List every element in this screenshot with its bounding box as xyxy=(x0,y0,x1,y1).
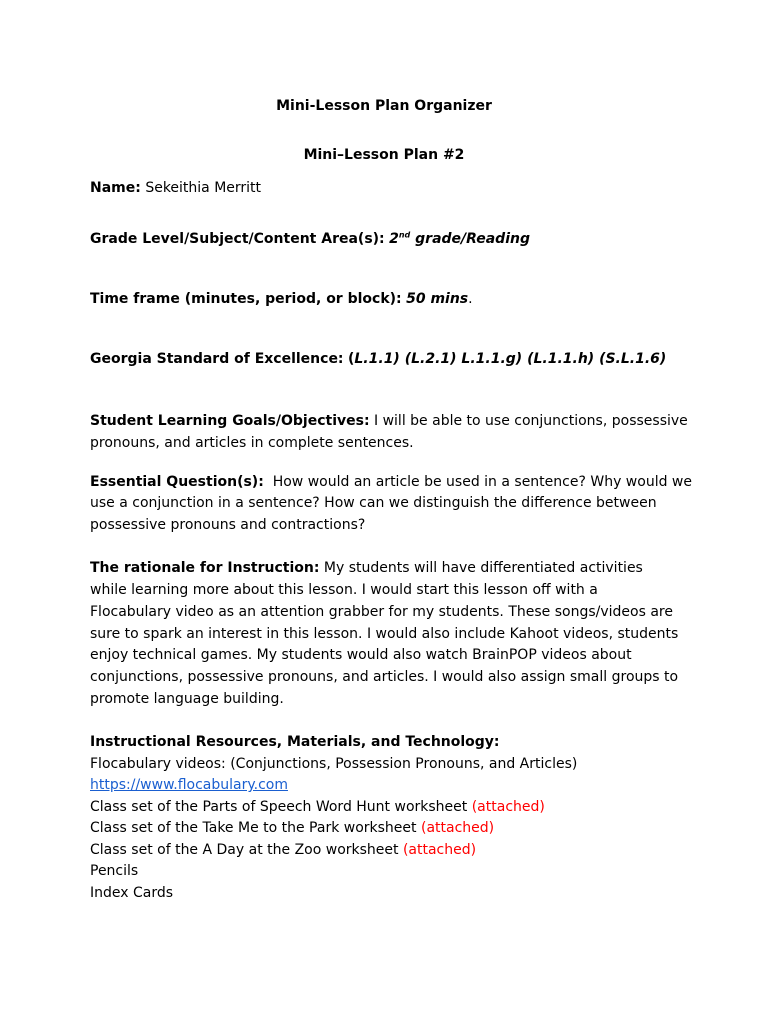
grade-row xyxy=(90,230,530,248)
flocabulary-videos-line: Flocabulary videos: (Conjunctions, Possession Pronouns, and Articles) xyxy=(90,756,578,772)
grade-suffix: nd xyxy=(398,230,411,240)
grade-subject: grade/Reading xyxy=(415,231,530,247)
rationale-line: Flocabulary video as an attention grabber for my students. These songs/videos are xyxy=(90,604,673,620)
grade-number: 2 xyxy=(389,231,399,247)
name-label: Name: xyxy=(90,180,141,196)
resources-label: Instructional Resources, Materials, and Technology: xyxy=(90,734,500,750)
rationale-line: conjunctions, possessive pronouns, and articles. I would also assign small groups to xyxy=(90,669,679,685)
standard-row xyxy=(90,350,666,368)
rationale-line: My students will have differentiated activities xyxy=(323,560,643,576)
worksheet-item: Class set of the Take Me to the Park worksheet xyxy=(90,820,417,836)
goals-text-line: pronouns, and articles in complete sentences. xyxy=(90,435,414,451)
name-value: Sekeithia Merritt xyxy=(145,180,262,196)
grade-value xyxy=(389,231,530,247)
essential-question-line: How would an article be used in a sentence? Why would we xyxy=(272,474,692,490)
rationale-line: enjoy technical games. My students would also watch BrainPOP videos about xyxy=(90,647,632,663)
standard-label: Georgia Standard of Excellence: xyxy=(90,351,344,367)
essential-question-line: possessive pronouns and contractions? xyxy=(90,517,366,533)
worksheet-item: Class set of the Parts of Speech Word Hunt worksheet xyxy=(90,799,468,815)
worksheet-item: Class set of the A Day at the Zoo worksheet xyxy=(90,842,399,858)
time-period: . xyxy=(468,291,473,307)
goals-row xyxy=(90,412,688,430)
worksheet-row xyxy=(90,841,476,859)
standard-value: L.1.1) (L.2.1) L.1.1.g) (L.1.1.h) (S.L.1.6) xyxy=(354,351,667,367)
time-label: Time frame (minutes, period, or block): xyxy=(90,291,402,307)
flocabulary-link[interactable]: https://www.flocabulary.com xyxy=(90,777,288,793)
goals-text-line: I will be able to use conjunctions, possessive xyxy=(374,413,688,429)
grade-label: Grade Level/Subject/Content Area(s): xyxy=(90,231,385,247)
essential-question-label: Essential Question(s): xyxy=(90,474,264,490)
attached-label: (attached) xyxy=(471,799,545,815)
goals-label: Student Learning Goals/Objectives: xyxy=(90,413,370,429)
essential-question-row xyxy=(90,473,692,491)
rationale-line: promote language building. xyxy=(90,691,284,707)
worksheet-row xyxy=(90,798,545,816)
essential-question-line: use a conjunction in a sentence? How can we distinguish the difference between xyxy=(90,495,657,511)
time-row xyxy=(90,290,473,308)
name-row xyxy=(90,179,261,197)
standard-open-paren: ( xyxy=(347,351,355,367)
worksheet-row xyxy=(90,819,494,837)
time-value: 50 mins xyxy=(406,291,469,307)
supply-item: Pencils xyxy=(90,863,139,879)
attached-label: (attached) xyxy=(420,820,495,836)
rationale-line: while learning more about this lesson. I would start this lesson off with a xyxy=(90,582,598,598)
flocabulary-link-row xyxy=(90,776,288,794)
document-subheading: Mini–Lesson Plan #2 xyxy=(303,147,465,163)
rationale-label: The rationale for Instruction: xyxy=(90,560,320,576)
rationale-row xyxy=(90,559,643,577)
rationale-line: sure to spark an interest in this lesson. I would also include Kahoot videos, students xyxy=(90,626,679,642)
supply-item: Index Cards xyxy=(90,885,174,901)
document-heading: Mini-Lesson Plan Organizer xyxy=(276,98,492,114)
attached-label: (attached) xyxy=(402,842,477,858)
